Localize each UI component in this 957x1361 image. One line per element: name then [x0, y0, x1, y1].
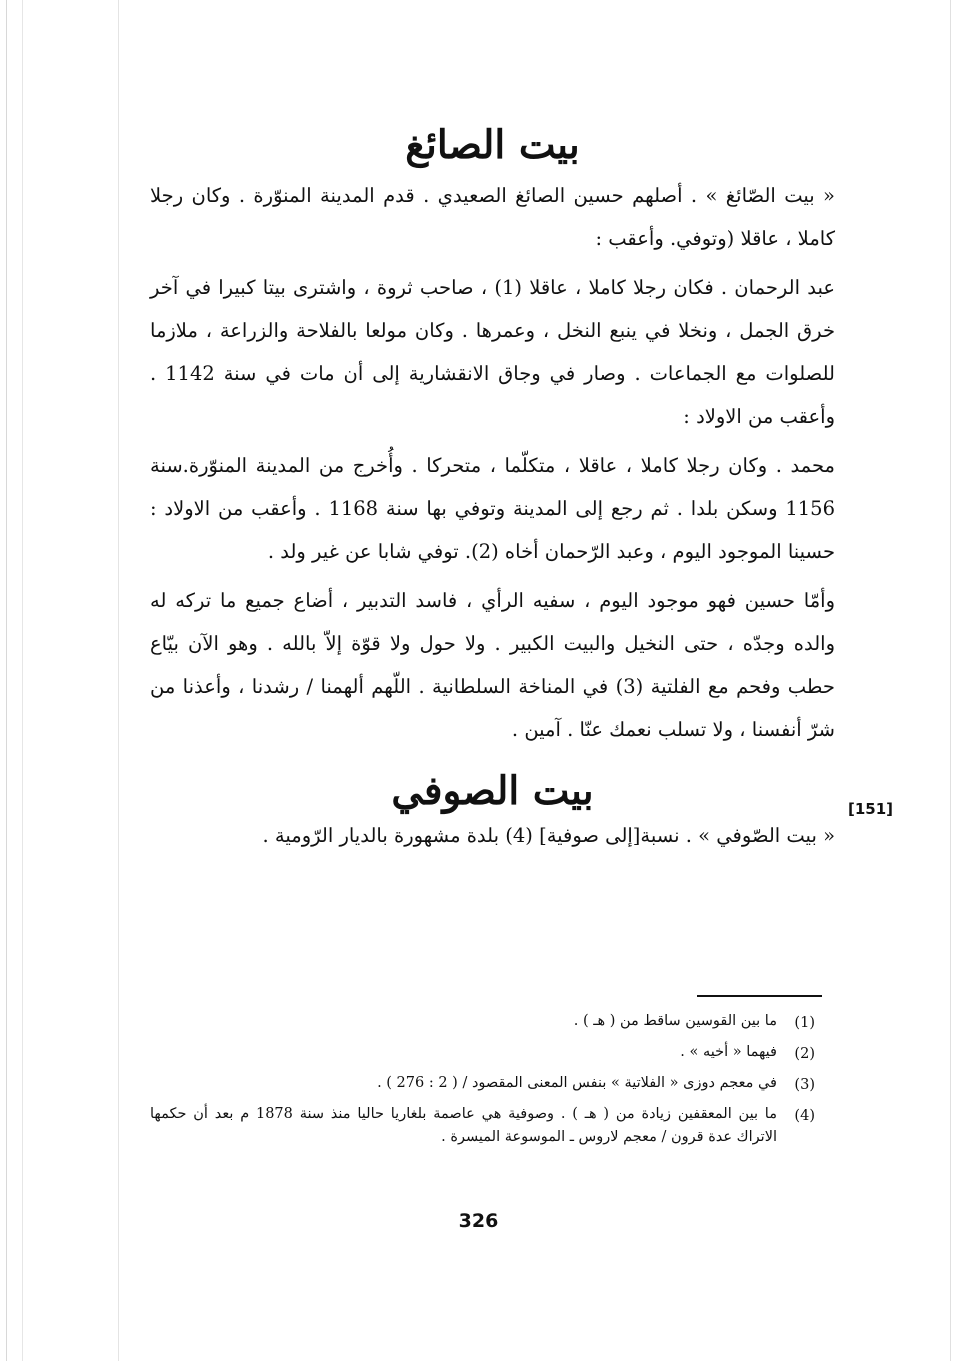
footnote-number: (3) [794, 1077, 815, 1093]
footnote [150, 1103, 815, 1149]
section-title: بيت الصوفي [391, 767, 594, 814]
footnote-text: ما بين المعقفين زيادة من ( هـ ) . وصوفية هي عاصمة بلغاريا حاليا منذ سنة 1878 م بعد أن حكمها الاتراك عدة قرون / معجم لاروس ـ الموسوعة الميسرة . [150, 1106, 777, 1145]
paragraph: « بيت الصّائغ » . أصلهم حسين الصائغ الصعيدي . قدم المدينة المنوّرة . وكان رجلا كاملا ، عاقلا (وتوفي. وأعقب : [150, 183, 835, 250]
footnote [150, 1072, 815, 1099]
footnote [150, 1041, 815, 1068]
paragraph: عبد الرحمان . فكان رجلا كاملا ، عاقلا (1) ، صاحب ثروة ، واشترى بيتا كبيرا في آخر خرق الجمل ، ونخلا في ينبع النخل ، وعمرها . وكان مولعا بالفلاحة والزراعة ، ملازما للصلوات مع الجماعات . وصار في وجاق الانقشارية إلى أن مات في سنة 1142 . وأعقب من الاولاد : [150, 275, 835, 428]
paragraph: محمد . وكان رجلا كاملا ، عاقلا ، متكلّما ، متحركا . وأُخرج من المدينة المنوّرة.سنة 1156 وسكن بلدا . ثم رجع إلى المدينة وتوفي بها سنة 1168 . وأعقب من الاولاد : حسينا الموجود اليوم ، وعبد الرّحمان أخاه (2). توفي شابا عن غير ولد . [150, 453, 835, 563]
scan-edge-line [950, 0, 951, 1361]
paragraph: « بيت الصّوفي » . نسبة[إلى صوفية] (4) بلدة مشهورة بالديار الرّومية . [262, 823, 835, 847]
footnote-number: (4) [794, 1108, 815, 1124]
footnotes [150, 1010, 815, 1153]
paragraph: وأمّا حسين فهو موجود اليوم ، سفيه الرأي ، فاسد التدبير ، أضاع جميع ما تركه له والده وجدّه ، حتى النخيل والبيت الكبير . ولا حول ولا قوّة إلاّ بالله . وهو الآن بيّاع حطب وفحم مع الفلتية (3) في المناخة السلطانية . اللّهم ألهمنا / رشدنا ، وأعذنا من شرّ أنفسنا ، ولا تسلب نعمك عنّا . آمين . [150, 588, 835, 741]
page-number: 326 [458, 1210, 499, 1232]
scan-edge-line [6, 0, 7, 1361]
footnote-number: (2) [794, 1046, 815, 1062]
footnote-divider [697, 995, 822, 997]
footnote-text: ما بين القوسين ساقط من ( هـ ) . [573, 1013, 777, 1029]
footnote-text: فيهما « أخيه » . [680, 1044, 777, 1060]
footnote-number: (1) [794, 1015, 815, 1031]
manuscript-folio-marker: [151] [848, 800, 894, 818]
section-title: بيت الصائغ [405, 122, 580, 168]
scan-edge-line [118, 0, 119, 1361]
scan-edge-line [22, 0, 23, 1361]
footnote-text: في معجم دوزى « الفلاتية » بنفس المعنى المقصود / ( 2 : 276 ) . [377, 1075, 777, 1091]
page-content [150, 115, 835, 857]
footnote [150, 1010, 815, 1037]
